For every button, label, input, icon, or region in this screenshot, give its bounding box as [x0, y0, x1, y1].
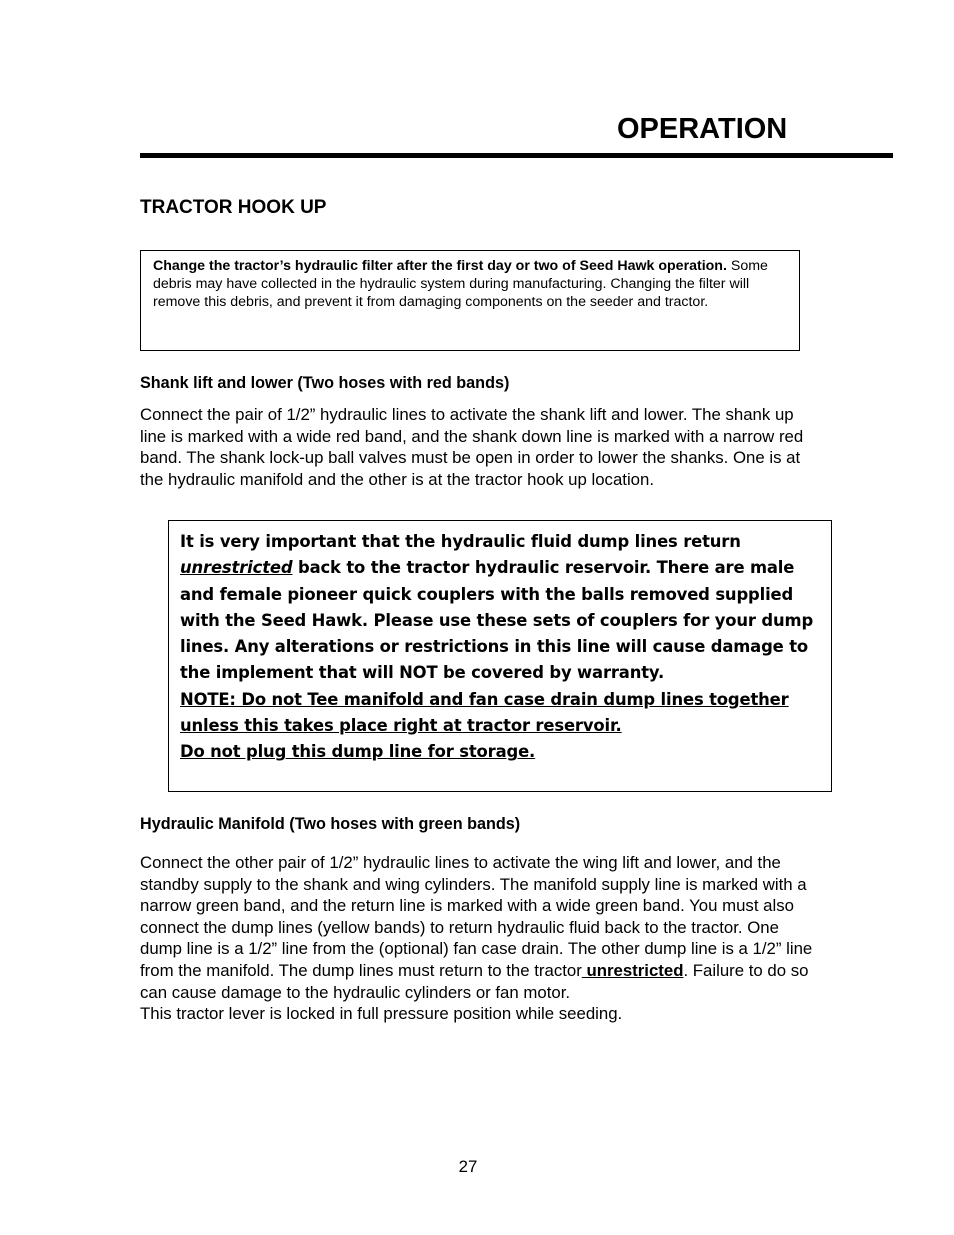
- manifold-text-part2: . Failure to do so can cause damage to the hydraulic cylinders or fan motor.: [140, 960, 809, 1002]
- manifold-text-part1: Connect the other pair of 1/2” hydraulic lines to activate the wing lift and lower, and the standby supply to the shank and wing cylinders. The manifold supply line is marked with a narrow green band, and the return line is marked with a wide green band. You must also connect the dump lines (yellow bands) to return hydraulic fluid back to the tractor. One dump line is a 1/2” line from the (optional) fan case drain. The other dump line is a 1/2” line from the manifold. The dump lines must return to the tractor: [140, 853, 813, 980]
- manifold-body: [140, 852, 815, 1025]
- note-bold-line: Change the tractor’s hydraulic filter after the first day or two of Seed Hawk operation.: [153, 258, 727, 274]
- warning-note-plug: Do not plug this dump line for storage.: [180, 742, 536, 762]
- warning-text: back to the tractor hydraulic reservoir. There are male and female pioneer quick couplers with the balls removed supplied with the Seed Hawk. Please use these sets of couplers for your dump lines. Any alterations or restrictions in this line will cause damage to the implement that will NOT be covered by warranty.: [180, 558, 814, 683]
- shank-heading: Shank lift and lower (Two hoses with red bands): [140, 374, 510, 392]
- shank-paragraph: Connect the pair of 1/2” hydraulic lines to activate the shank lift and lower. The shank up line is marked with a wide red band, and the shank down line is marked with a narrow red band. The shank lock-up ball valves must be open in order to lower the shanks. One is at the hydraulic manifold and the other is at the tractor hook up location.: [140, 405, 804, 489]
- manifold-heading: Hydraulic Manifold (Two hoses with green bands): [140, 815, 521, 833]
- warning-emphasis: unrestricted: [180, 558, 293, 578]
- page-number: 27: [458, 1157, 478, 1176]
- manifold-last-line: This tractor lever is locked in full pressure position while seeding.: [140, 1004, 623, 1024]
- note-text: Some debris may have collected in the hydraulic system during manufacturing. Changing the filter will remove this debris, and prevent it from damaging components on the seeder and tractor.: [153, 258, 768, 310]
- note-box: [140, 250, 800, 351]
- shank-body: [140, 404, 820, 490]
- page-title: OPERATION: [617, 113, 788, 145]
- warning-note-tee: NOTE: Do not Tee manifold and fan case drain dump lines together unless this takes place right at tractor reservoir.: [180, 689, 789, 736]
- title-rule: [140, 153, 893, 158]
- manifold-paragraph: [140, 852, 815, 1003]
- manifold-emphasis: unrestricted: [581, 960, 684, 980]
- warning-line1: It is very important that the hydraulic fluid dump lines return: [180, 532, 741, 551]
- section-heading: TRACTOR HOOK UP: [140, 197, 327, 218]
- warning-box: [168, 520, 832, 792]
